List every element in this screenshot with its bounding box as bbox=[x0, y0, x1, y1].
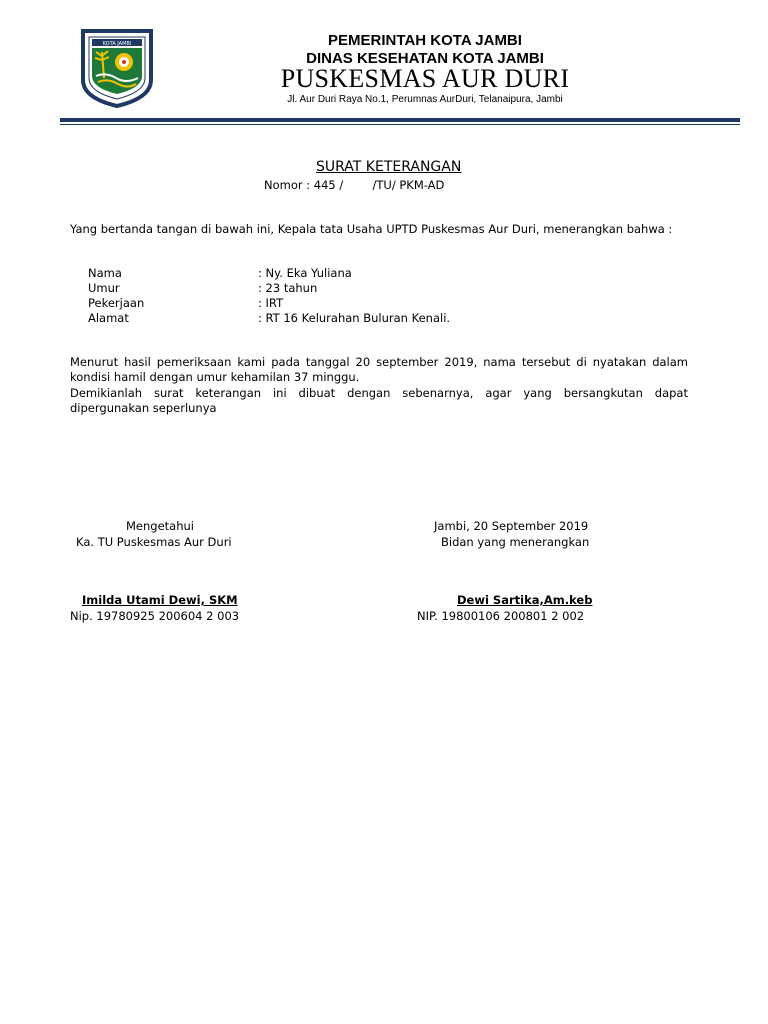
letterhead-address: Jl. Aur Duri Raya No.1, Perumnas AurDuri, Telanaipura, Jambi bbox=[287, 94, 563, 105]
field-value-address: : RT 16 Kelurahan Buluran Kenali. bbox=[258, 311, 451, 325]
right-signature-name: Dewi Sartika,Am.keb bbox=[457, 593, 593, 607]
document-number: Nomor : 445 / /TU/ PKM-AD bbox=[264, 178, 445, 192]
left-signature-name: Imilda Utami Dewi, SKM bbox=[82, 593, 238, 607]
closing-paragraph: Demikianlah surat keterangan ini dibuat dengan sebenarnya, agar yang bersangkutan dapat dipergunakan seperlunya bbox=[70, 386, 688, 415]
letterhead-government: PEMERINTAH KOTA JAMBI bbox=[328, 32, 522, 49]
field-value-occupation: : IRT bbox=[258, 296, 284, 310]
document-title: SURAT KETERANGAN bbox=[316, 159, 462, 175]
city-emblem-logo bbox=[80, 28, 154, 108]
right-signature-date: Jambi, 20 September 2019 bbox=[434, 519, 589, 533]
letterhead-rule bbox=[60, 118, 740, 122]
field-label-name: Nama bbox=[88, 266, 122, 280]
left-signature-role: Ka. TU Puskesmas Aur Duri bbox=[76, 535, 232, 549]
left-signature-heading: Mengetahui bbox=[126, 519, 194, 533]
right-signature-nip: NIP. 19800106 200801 2 002 bbox=[417, 609, 585, 623]
letterhead-rule-thin bbox=[60, 124, 740, 125]
right-signature-role: Bidan yang menerangkan bbox=[441, 535, 590, 549]
left-signature-nip: Nip. 19780925 200604 2 003 bbox=[70, 609, 240, 623]
field-label-occupation: Pekerjaan bbox=[88, 296, 145, 310]
letterhead-title: PUSKESMAS AUR DURI bbox=[280, 64, 570, 93]
letterhead-department: DINAS KESEHATAN KOTA JAMBI bbox=[306, 50, 544, 67]
intro-paragraph: Yang bertanda tangan di bawah ini, Kepala tata Usaha UPTD Puskesmas Aur Duri, menerangkan bahwa : bbox=[70, 222, 673, 236]
logo-text: KOTA JAMBI bbox=[102, 41, 132, 47]
field-value-age: : 23 tahun bbox=[258, 281, 318, 295]
field-value-name: : Ny. Eka Yuliana bbox=[258, 266, 352, 280]
field-label-age: Umur bbox=[88, 281, 120, 295]
result-paragraph: Menurut hasil pemeriksaan kami pada tanggal 20 september 2019, nama tersebut di nyatakan dalam kondisi hamil dengan umur kehamilan 37 minggu. bbox=[70, 355, 688, 384]
field-label-address: Alamat bbox=[88, 311, 129, 325]
